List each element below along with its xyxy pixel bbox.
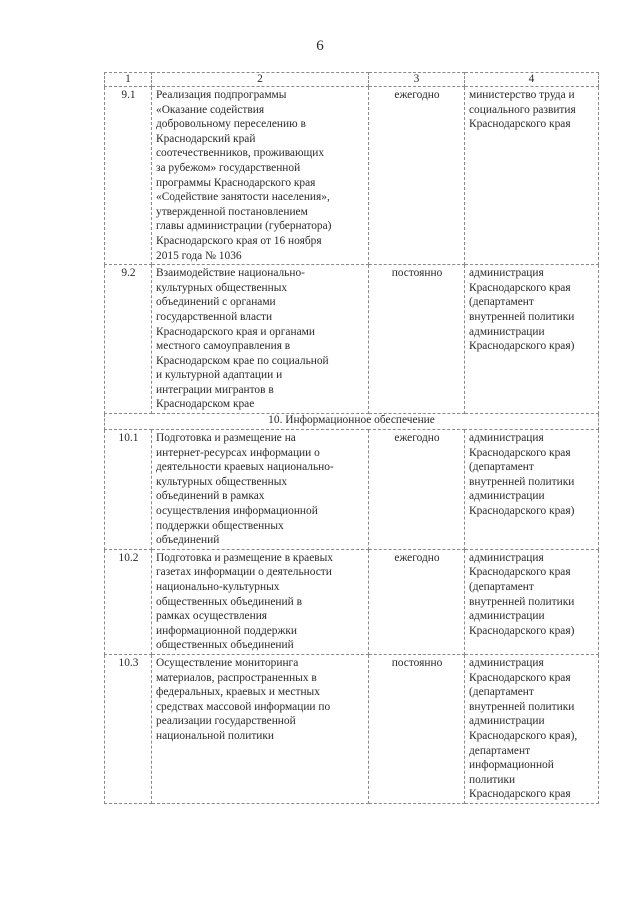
- page-number: 6: [316, 38, 324, 54]
- table-body: [105, 73, 599, 804]
- execution-term: постоянно: [369, 265, 465, 414]
- table-row: [105, 87, 599, 265]
- table-row: [105, 265, 599, 414]
- execution-term: ежегодно: [369, 430, 465, 550]
- column-header: 3: [369, 73, 465, 87]
- execution-term: ежегодно: [369, 87, 465, 265]
- item-number: 10.1: [105, 430, 152, 550]
- execution-term: постоянно: [369, 654, 465, 803]
- activity-name: Подготовка и размещение на интернет-ресурсах информации о деятельности краевых национально- культурных общественных объединений в рамках осуществления информационной поддержки общественных объединений: [152, 430, 369, 550]
- section-title: 10. Информационное обеспечение: [105, 414, 599, 430]
- section-row: [105, 414, 599, 430]
- responsible-executor: администрация Краснодарского края (департамент внутренней политики администрации Краснодарского края): [465, 265, 599, 414]
- activity-name: Подготовка и размещение в краевых газетах информации о деятельности национально-культурных общественных объединений в рамках осуществления информационной поддержки общественных объединений: [152, 549, 369, 654]
- responsible-executor: министерство труда и социального развития Краснодарского края: [465, 87, 599, 265]
- activity-name: Взаимодействие национально- культурных общественных объединений с органами государственной власти Краснодарского края и органами местного самоуправления в Краснодарском крае по социальной и культурной адаптации и интеграции мигрантов в Краснодарском крае: [152, 265, 369, 414]
- item-number: 9.2: [105, 265, 152, 414]
- column-header: 1: [105, 73, 152, 87]
- activity-name: Осуществление мониторинга материалов, распространенных в федеральных, краевых и местных средствах массовой информации по реализации государственной национальной политики: [152, 654, 369, 803]
- item-number: 10.3: [105, 654, 152, 803]
- table-row: [105, 430, 599, 550]
- table-row: [105, 654, 599, 803]
- responsible-executor: администрация Краснодарского края (департамент внутренней политики администрации Краснодарского края): [465, 549, 599, 654]
- table-row: [105, 549, 599, 654]
- responsible-executor: администрация Краснодарского края (департамент внутренней политики администрации Краснодарского края): [465, 430, 599, 550]
- responsible-executor: администрация Краснодарского края (департамент внутренней политики администрации Краснодарского края), департамент информационной политики Краснодарского края: [465, 654, 599, 803]
- column-number-row: [105, 73, 599, 87]
- action-plan-table: [104, 72, 599, 804]
- column-header: 2: [152, 73, 369, 87]
- item-number: 9.1: [105, 87, 152, 265]
- activity-name: Реализация подпрограммы «Оказание содействия добровольному переселению в Краснодарский край соотечественников, проживающих за рубежом» государственной программы Краснодарского края «Содействие занятости населения», утвержденной постановлением главы администрации (губернатора) Краснодарского края от 16 ноября 2015 года № 1036: [152, 87, 369, 265]
- execution-term: ежегодно: [369, 549, 465, 654]
- item-number: 10.2: [105, 549, 152, 654]
- column-header: 4: [465, 73, 599, 87]
